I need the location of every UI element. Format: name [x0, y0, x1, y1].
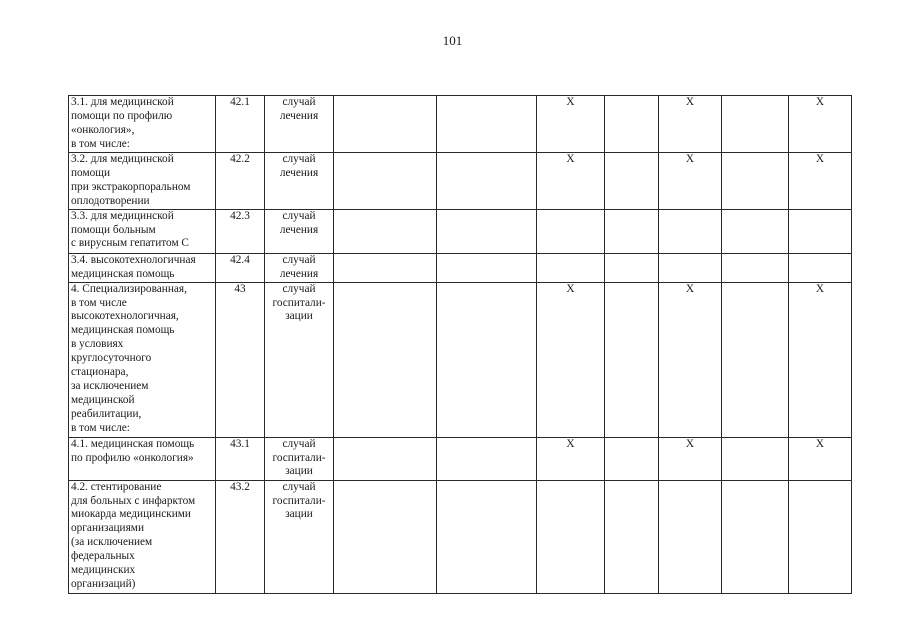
row-name-line: для больных с инфарктом [71, 494, 196, 507]
row-unit-line: лечения [279, 166, 319, 179]
row-name-line: оплодотворении [71, 194, 150, 207]
row-unit-line: лечения [279, 223, 319, 236]
row-name-cell [69, 253, 216, 282]
row-name-line: в том числе: [71, 137, 130, 150]
row-name-line: организациями [71, 522, 144, 535]
x-mark-cell: X [789, 282, 852, 437]
row-unit-cell [265, 209, 334, 253]
empty-cell [334, 480, 437, 593]
row-name-line: 3.1. для медицинской [71, 96, 174, 108]
row-number-cell: 42.2 [216, 153, 265, 210]
empty-cell [722, 96, 789, 153]
empty-cell [722, 437, 789, 480]
row-name-line: федеральных [71, 550, 135, 563]
row-unit-cell [265, 282, 334, 437]
row-unit-line: случай [282, 480, 316, 493]
row-unit-cell [265, 153, 334, 210]
x-mark-cell: X [537, 282, 605, 437]
page-number: 101 [442, 33, 463, 48]
row-number-cell: 43.1 [216, 437, 265, 480]
row-name-line: 3.4. высокотехнологичная [71, 253, 196, 266]
row-name-line: высокотехнологичная, [71, 310, 179, 323]
empty-cell [437, 437, 537, 480]
empty-cell [659, 209, 722, 253]
row-name-line: в том числе: [71, 421, 130, 434]
empty-cell [605, 253, 659, 282]
empty-cell [605, 96, 659, 153]
table-row [69, 437, 852, 480]
empty-cell [605, 153, 659, 210]
empty-cell [537, 480, 605, 593]
empty-cell [334, 153, 437, 210]
empty-cell [722, 153, 789, 210]
table-row [69, 209, 852, 253]
row-name-line: за исключением [71, 379, 149, 392]
x-mark-cell: X [789, 437, 852, 480]
row-unit-line: госпитали- [272, 451, 326, 464]
row-number-cell: 43.2 [216, 480, 265, 593]
x-mark-cell: X [537, 153, 605, 210]
table-row [69, 282, 852, 437]
row-name-line: с вирусным гепатитом С [71, 237, 189, 250]
x-mark-cell: X [789, 96, 852, 153]
row-name-line: миокарда медицинскими [71, 508, 191, 521]
row-name-line: медицинской [71, 393, 135, 406]
x-mark-cell: X [537, 96, 605, 153]
row-number-cell: 42.3 [216, 209, 265, 253]
row-name-line: реабилитации, [71, 407, 142, 420]
row-name-line: 3.2. для медицинской [71, 153, 174, 165]
row-name-line: в том числе [71, 296, 127, 309]
row-name-line: круглосуточного [71, 352, 152, 365]
row-number-cell: 42.4 [216, 253, 265, 282]
empty-cell [605, 282, 659, 437]
empty-cell [334, 253, 437, 282]
row-name-line: (за исключением [71, 536, 153, 549]
row-name-line: 4.1. медицинская помощь [71, 437, 195, 450]
row-unit-line: госпитали- [272, 296, 326, 309]
empty-cell [659, 253, 722, 282]
row-unit-line: случай [282, 282, 316, 295]
empty-cell [537, 209, 605, 253]
row-name-line: медицинская помощь [71, 267, 175, 280]
empty-cell [437, 253, 537, 282]
row-number-cell: 43 [216, 282, 265, 437]
x-mark-cell: X [537, 437, 605, 480]
empty-cell [722, 253, 789, 282]
row-name-line: помощи по профилю [71, 109, 173, 122]
empty-cell [722, 282, 789, 437]
row-unit-cell [265, 253, 334, 282]
empty-cell [334, 209, 437, 253]
row-unit-cell [265, 480, 334, 593]
empty-cell [437, 209, 537, 253]
row-unit-line: случай [282, 96, 316, 108]
empty-cell [659, 480, 722, 593]
row-name-line: 3.3. для медицинской [71, 209, 174, 222]
row-unit-line: зации [285, 465, 313, 478]
row-name-line: стационара, [71, 366, 129, 379]
table-row [69, 480, 852, 593]
x-mark-cell: X [789, 153, 852, 210]
row-unit-line: случай [282, 209, 316, 222]
row-unit-line: госпитали- [272, 494, 326, 507]
data-table [68, 95, 852, 594]
empty-cell [722, 480, 789, 593]
row-name-line: по профилю «онкология» [71, 451, 194, 464]
empty-cell [537, 253, 605, 282]
row-unit-cell [265, 437, 334, 480]
row-name-line: в условиях [71, 338, 124, 351]
row-unit-line: лечения [279, 109, 319, 122]
row-name-cell [69, 209, 216, 253]
x-mark-cell: X [659, 96, 722, 153]
row-unit-line: случай [282, 153, 316, 165]
row-name-cell [69, 437, 216, 480]
table-row [69, 253, 852, 282]
row-unit-line: случай [282, 253, 316, 266]
row-unit-line: зации [285, 310, 313, 323]
row-name-line: организаций) [71, 577, 136, 590]
empty-cell [334, 96, 437, 153]
row-name-cell [69, 282, 216, 437]
empty-cell [605, 480, 659, 593]
row-number-cell: 42.1 [216, 96, 265, 153]
empty-cell [789, 480, 852, 593]
empty-cell [605, 437, 659, 480]
row-name-line: 4. Специализированная, [71, 282, 187, 295]
x-mark-cell: X [659, 282, 722, 437]
row-unit-line: случай [282, 437, 316, 450]
empty-cell [722, 209, 789, 253]
x-mark-cell: X [659, 437, 722, 480]
row-name-cell [69, 480, 216, 593]
table-row [69, 153, 852, 210]
row-unit-line: лечения [279, 267, 319, 280]
row-name-cell [69, 96, 216, 153]
empty-cell [437, 96, 537, 153]
x-mark-cell: X [659, 153, 722, 210]
empty-cell [334, 282, 437, 437]
row-name-line: «онкология», [71, 123, 135, 136]
empty-cell [437, 282, 537, 437]
row-name-line: медицинских [71, 564, 136, 577]
row-name-line: при экстракорпоральном [71, 180, 191, 193]
row-name-cell [69, 153, 216, 210]
empty-cell [605, 209, 659, 253]
row-unit-line: зации [285, 508, 313, 521]
row-name-line: помощи больным [71, 223, 156, 236]
row-name-line: 4.2. стентирование [71, 480, 162, 493]
empty-cell [437, 153, 537, 210]
empty-cell [334, 437, 437, 480]
row-name-line: помощи [71, 166, 111, 179]
empty-cell [789, 253, 852, 282]
row-unit-cell [265, 96, 334, 153]
row-name-line: медицинская помощь [71, 324, 175, 337]
table-row [69, 96, 852, 153]
empty-cell [437, 480, 537, 593]
empty-cell [789, 209, 852, 253]
